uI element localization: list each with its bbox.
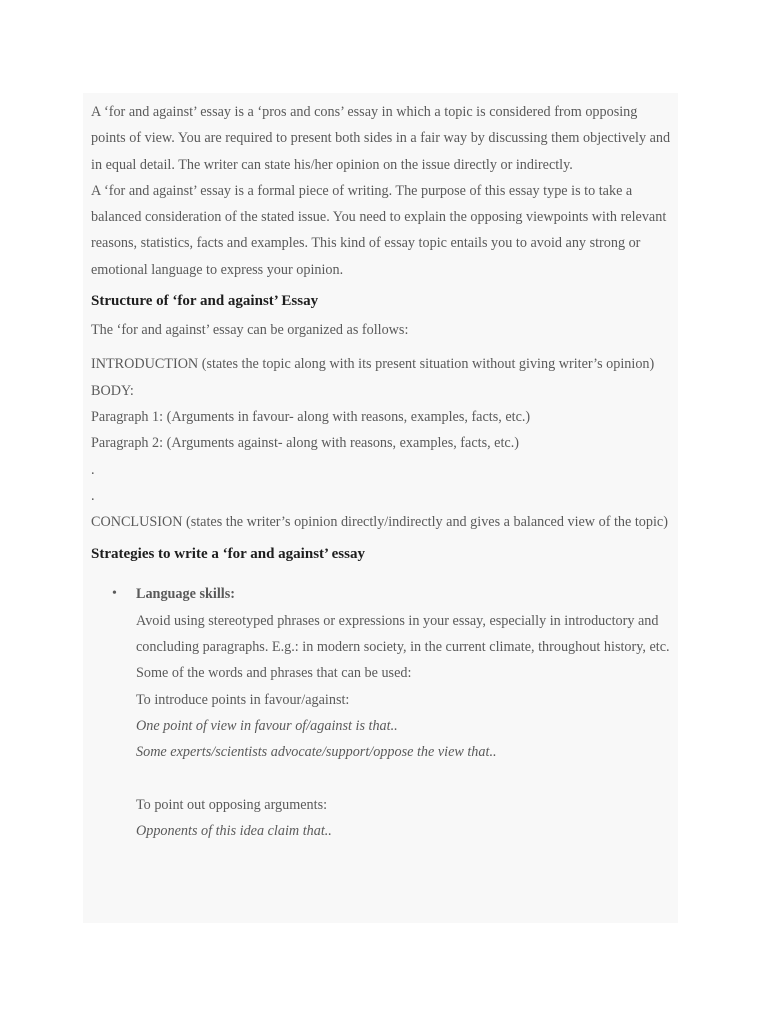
opposing-example-1: Opponents of this idea claim that.. [136,823,332,840]
spacer [136,766,674,792]
opposing-label: To point out opposing arguments: [136,796,328,813]
structure-body: BODY: [91,382,134,399]
bullet-icon: • [112,586,117,602]
structure-introduction: INTRODUCTION (states the topic along with its present situation without giving writer’s opinion) [91,356,655,373]
strategies-heading: Strategies to write a ‘for and against’ essay [91,546,365,563]
structure-heading: Structure of ‘for and against’ Essay [91,293,319,310]
list-item [91,581,674,844]
document-content [83,93,678,923]
structure-paragraph-2: Paragraph 2: (Arguments against- along with reasons, examples, facts, etc.) [91,435,519,452]
intro-paragraph-1: A ‘for and against’ essay is a ‘pros and cons’ essay in which a topic is considered from opposing points of view. You are required to present both sides in a fair way by discussing them objectively and in equal detail. The writer can state his/her opinion on the issue directly or indirectly. [91,104,671,173]
structure-paragraph-1: Paragraph 1: (Arguments in favour- along with reasons, examples, facts, etc.) [91,408,531,425]
structure-conclusion: CONCLUSION (states the writer’s opinion directly/indirectly and gives a balanced view of the topic) [91,514,668,531]
favour-label: To introduce points in favour/against: [136,691,350,708]
item-text: Avoid using stereotyped phrases or expressions in your essay, especially in introductory and concluding paragraphs. E.g.: in modern society, in the current climate, throughout history, etc. Some of the words and phrases that can be used: [136,612,670,682]
favour-example-2: Some experts/scientists advocate/support/oppose the view that.. [136,744,497,761]
structure-dot-2: . [91,487,95,504]
intro-paragraph-2: A ‘for and against’ essay is a formal piece of writing. The purpose of this essay type is to take a balanced consideration of the stated issue. You need to explain the opposing viewpoints with relevant reasons, statistics, facts and examples. This kind of essay topic entails you to avoid any strong or emotional language to express your opinion. [91,182,667,278]
item-title: Language skills: [136,586,235,603]
strategies-list [91,581,674,844]
structure-dot-1: . [91,461,95,478]
structure-lead: The ‘for and against’ essay can be organized as follows: [91,322,409,339]
favour-example-1: One point of view in favour of/against is that.. [136,717,398,734]
